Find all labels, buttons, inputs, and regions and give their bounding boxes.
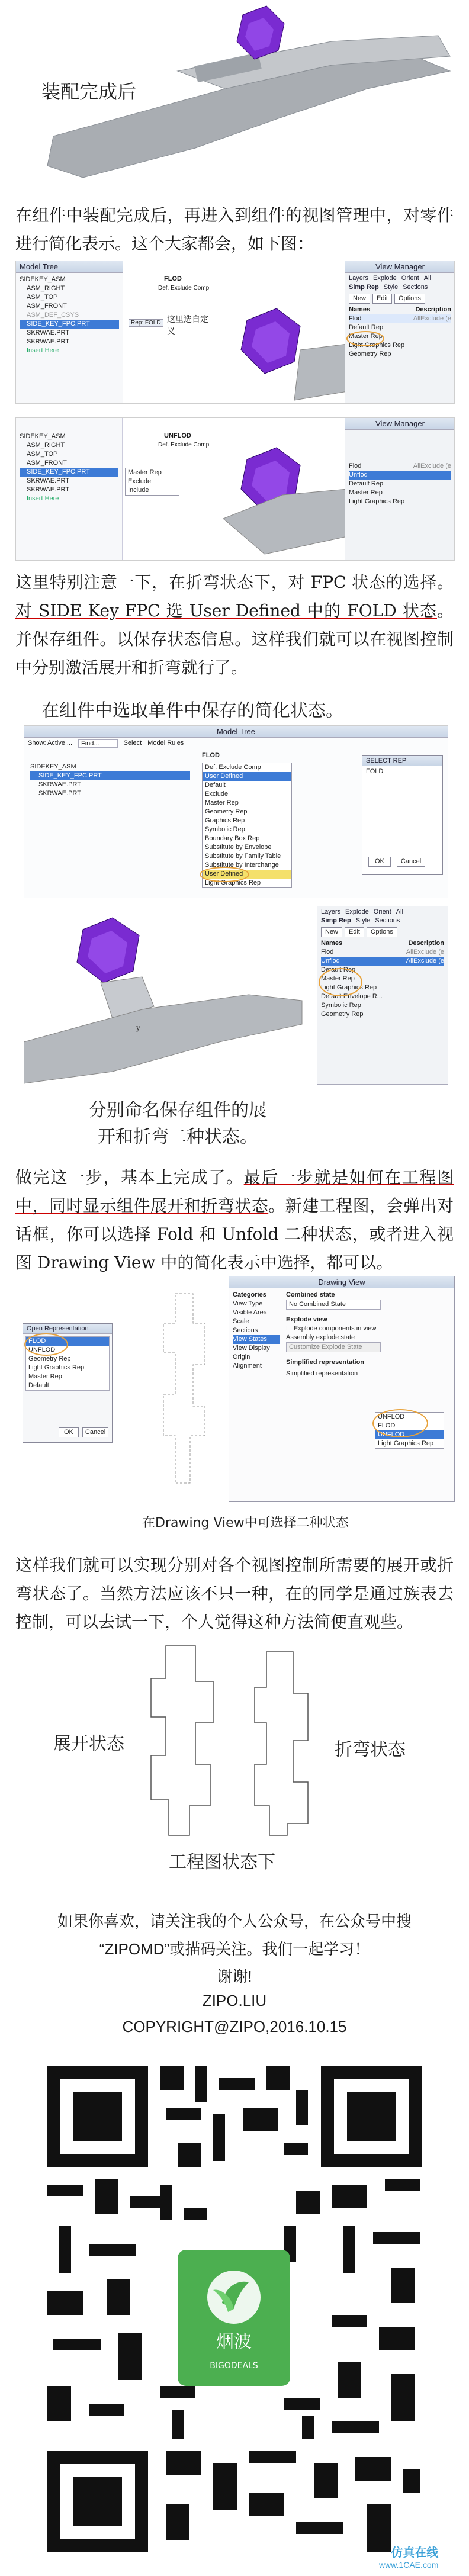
vm-row-desc: AllExclude (e — [406, 957, 444, 964]
tree-item-selected[interactable]: SIDE_KEY_FPC.PRT — [20, 320, 119, 329]
vm-tab-active[interactable]: Simp Rep — [349, 284, 379, 291]
para2-c: 。并保存组件。以保存状态信息。这样我们就可以在视图控制中分别激活展开和折弯就行了。 — [15, 601, 454, 677]
vm-tab[interactable]: Layers — [321, 908, 341, 915]
vm-tab[interactable]: Explode — [373, 275, 397, 282]
highlight-oval — [24, 1333, 68, 1356]
category-item[interactable]: Visible Area — [233, 1309, 267, 1316]
view-states-panel — [286, 1291, 449, 1447]
rep-item[interactable]: Substitute by Interchange — [205, 861, 279, 869]
screenshot-two-states — [24, 906, 447, 1095]
rep-column-sub: Def. Exclude Comp — [158, 442, 210, 448]
vm-row[interactable] — [349, 462, 451, 471]
rep-item[interactable]: Light Graphics Rep — [205, 879, 261, 886]
rep-column — [123, 261, 211, 403]
highlight-oval — [346, 331, 384, 346]
simp-option[interactable]: UNFLOD — [378, 1413, 405, 1420]
vm-row[interactable]: Master Rep — [321, 975, 355, 982]
vm-row[interactable]: Geometry Rep — [321, 1011, 364, 1018]
tree-item-insert[interactable]: Insert Here — [27, 495, 59, 502]
vm-tab[interactable]: All — [423, 275, 431, 282]
tree-item[interactable]: ASM_RIGHT — [27, 442, 65, 449]
tree-item[interactable]: SKRWAE.PRT — [27, 477, 69, 484]
drawing-preview — [140, 1288, 229, 1489]
find-input[interactable]: Find... — [78, 739, 118, 748]
cancel-button[interactable]: Cancel — [82, 1427, 108, 1437]
vm-row-selected[interactable] — [321, 957, 444, 966]
vm-tab[interactable]: Style — [383, 284, 399, 291]
vm-row-label: Flod — [349, 462, 362, 469]
qr-code — [36, 2054, 433, 2564]
open-rep-dialog — [23, 1323, 113, 1443]
asm-tree — [30, 763, 190, 798]
vm-tab[interactable]: Sections — [375, 917, 400, 924]
model-tree-title: Model Tree — [16, 261, 123, 273]
vm-row-selected[interactable]: Unflod — [349, 471, 451, 480]
new-button[interactable]: New — [321, 927, 342, 937]
drawing-view-dialog — [229, 1276, 455, 1502]
view-manager-panel-2 — [345, 418, 455, 560]
vm-tab[interactable]: Style — [355, 917, 371, 924]
category-item[interactable]: Sections — [233, 1327, 258, 1334]
caption-select: 在组件中选取单件中保存的简化状态。 — [41, 700, 343, 721]
vm-row[interactable]: Default Rep — [349, 324, 384, 331]
ok-button[interactable]: OK — [368, 857, 391, 867]
vm-row-flod[interactable] — [349, 314, 451, 323]
paragraph-drawing — [15, 1163, 454, 1277]
vm-row[interactable]: Light Graphics Rep — [349, 498, 405, 505]
footer-line-4: ZIPO.LIU — [202, 1992, 267, 2009]
customize-button[interactable]: Customize Explode State — [286, 1342, 381, 1352]
simp-rep-label: Simplified representation — [286, 1359, 365, 1366]
tree-item[interactable]: SKRWAE.PRT — [38, 781, 81, 788]
combined-select[interactable]: No Combined State — [286, 1300, 381, 1310]
tree-item-selected[interactable]: SIDE_KEY_FPC.PRT — [20, 468, 118, 477]
vm-row-label: Flod — [321, 948, 334, 956]
qr-code-svg — [36, 2054, 433, 2564]
category-item[interactable]: View Type — [233, 1300, 263, 1307]
menu-item[interactable]: Include — [128, 487, 149, 494]
vm-row-desc: AllExclude (e — [413, 315, 451, 322]
cancel-button[interactable]: Cancel — [397, 857, 425, 867]
model-tree-panel — [16, 261, 123, 403]
fold-outline — [255, 1652, 308, 1835]
para3-c: 。新建工程图，会弹出对话框，你可以选择 Fold 和 Unfold 二种状态，或者进入视图 Drawing View 中的简化表示中选择，都可以。 — [15, 1196, 454, 1272]
footer-line-5: COPYRIGHT@ZIPO,2016.10.15 — [122, 2018, 347, 2035]
open-rep-item[interactable]: Default — [28, 1382, 49, 1389]
rep-item[interactable]: Exclude — [205, 790, 229, 797]
para3-b: 最后一步就是如何在工程图中，同时显示组件展开和折弯状态 — [15, 1168, 454, 1215]
vm-row[interactable]: Master Rep — [349, 489, 383, 496]
vm-row-desc: AllExclude (e — [406, 948, 444, 956]
simp-option[interactable]: FLOD — [378, 1422, 396, 1429]
categories-label: Categories — [233, 1291, 266, 1298]
footer-line-3: 谢谢! — [217, 1967, 252, 1985]
category-item[interactable]: View Display — [233, 1345, 270, 1352]
fold-tag: Rep: FOLD — [129, 319, 163, 327]
watermark-title: 仿真在线 — [391, 2545, 439, 2559]
caption-assembled: 装配完成后 — [41, 81, 137, 103]
footer-line-2: “ZIPOMD”或描码关注。我们一起学习！ — [99, 1940, 370, 1958]
vm-row-label: Unflod — [321, 957, 340, 964]
tree-item[interactable]: SKRWAE.PRT — [38, 790, 81, 797]
vm-row[interactable] — [321, 948, 444, 957]
view-manager-panel — [345, 261, 455, 403]
unfold-3d-view — [211, 418, 348, 560]
view-manager-title: View Manager — [345, 261, 455, 273]
category-item-selected[interactable]: View States — [233, 1335, 280, 1344]
qr-logo-sub: BIGODEALS — [210, 2361, 258, 2371]
show-filter[interactable]: Show: Active|... — [28, 739, 73, 747]
vm-row[interactable]: Master Rep — [349, 333, 383, 340]
simp-rep-field-label: Simplified representation — [286, 1370, 358, 1377]
category-item[interactable]: Origin — [233, 1353, 250, 1361]
col-head: FLOD — [202, 752, 220, 759]
vm-row[interactable]: Default Rep — [321, 966, 356, 973]
open-rep-item[interactable]: Light Graphics Rep — [28, 1364, 85, 1371]
col-names: Names — [321, 940, 343, 947]
view-manager-panel-4 — [317, 906, 448, 1085]
vm-tab-active[interactable]: Simp Rep — [321, 917, 351, 924]
menu-item[interactable]: Exclude — [128, 478, 152, 485]
rep-column-sub: Def. Exclude Comp — [158, 285, 210, 291]
vm-row[interactable]: Default Envelope R... — [321, 993, 383, 1000]
drawing-view-title: Drawing View — [229, 1276, 454, 1288]
tree-item[interactable]: SKRWAE.PRT — [27, 329, 69, 336]
caption-drawing-view: 在Drawing View中可选择二种状态 — [142, 1516, 349, 1530]
highlight-oval — [319, 968, 362, 996]
para3-a: 做完这一步，基本上完成了。 — [15, 1168, 244, 1187]
tree-item[interactable]: ASM_TOP — [27, 451, 58, 458]
watermark-url: www.1CAE.com — [379, 2560, 439, 2569]
rep-item[interactable]: Boundary Box Rep — [205, 835, 260, 842]
watermark — [379, 2543, 438, 2569]
open-rep-item[interactable]: Geometry Rep — [28, 1355, 71, 1362]
para2-a: 这里特别注意一下，在折弯状态下，对 FPC 状态的选择。 — [15, 573, 454, 592]
qr-logo-text: 烟波 — [216, 2331, 252, 2352]
model-tree-title: Model Tree — [24, 726, 448, 738]
vm-tab[interactable]: Explode — [345, 908, 369, 915]
label-unfold: 展开状态 — [53, 1734, 124, 1754]
category-item[interactable]: Scale — [233, 1318, 249, 1325]
context-menu — [125, 468, 179, 496]
ok-button[interactable]: OK — [59, 1427, 79, 1437]
col-description: Description — [415, 306, 451, 313]
tree-item-insert[interactable]: Insert Here — [27, 347, 59, 354]
vm-row-desc: AllExclude (e — [413, 462, 451, 469]
caption-named-2: 开和折弯二种状态。 — [98, 1127, 258, 1147]
edit-button[interactable]: Edit — [372, 294, 392, 304]
vm-row[interactable]: Default Rep — [349, 480, 384, 487]
select-rep-dialog — [362, 755, 443, 875]
tree-item-selected[interactable]: SIDE_KEY_FPC.PRT — [30, 771, 190, 780]
category-item[interactable]: Alignment — [233, 1362, 262, 1369]
para2-b: 对 SIDE Key FPC 选 User Defined 中的 FOLD 状态 — [15, 601, 437, 620]
open-rep-title: Open Representation — [23, 1324, 112, 1334]
categories-list — [233, 1291, 280, 1371]
vm-row[interactable]: Light Graphics Rep — [321, 984, 377, 991]
rep-item[interactable]: Graphics Rep — [205, 817, 245, 824]
tree-item[interactable]: ASM_DEF_CSYS — [27, 311, 79, 319]
screenshot-drawing-view — [15, 1276, 454, 1504]
paragraph-summary: 这样我们就可以实现分别对各个视图控制所需要的展开或折弯状态了。当然方法应该不只一种，在的同学是通过族表去控制，可以去试一下，个人觉得这种方法简便直观些。 — [15, 1555, 454, 1632]
tree-item[interactable]: ASM_TOP — [27, 294, 58, 301]
select-menu[interactable]: Select — [123, 739, 142, 747]
rep-column-2 — [123, 418, 211, 560]
open-rep-item[interactable]: UNFLOD — [28, 1346, 56, 1353]
rep-item[interactable]: Substitute by Envelope — [205, 844, 272, 851]
edit-button[interactable]: Edit — [345, 927, 364, 937]
caption-named-1: 分别命名保存组件的展 — [89, 1100, 266, 1121]
rep-item[interactable]: Geometry Rep — [205, 808, 248, 815]
tree-item[interactable]: SIDEKEY_ASM — [30, 763, 76, 770]
options-button[interactable]: Options — [367, 927, 397, 937]
tree-item[interactable]: ASM_FRONT — [27, 303, 67, 310]
simp-option[interactable]: Light Graphics Rep — [378, 1440, 434, 1447]
vm-tab[interactable]: Sections — [403, 284, 428, 291]
checkbox-icon: ☐ — [286, 1325, 294, 1332]
tree-item[interactable]: SIDEKEY_ASM — [20, 276, 66, 283]
vm-tab[interactable]: Orient — [373, 908, 391, 915]
label-fold: 折弯状态 — [335, 1739, 406, 1760]
model-tree-panel-2 — [16, 418, 123, 560]
rep-item[interactable]: Substitute by Family Table — [205, 853, 281, 860]
axis-y-label: y — [136, 1024, 140, 1032]
paragraph-fpc-state — [15, 568, 454, 682]
label-drawing-state: 工程图状态下 — [169, 1852, 275, 1873]
open-rep-item[interactable]: FLOD — [26, 1337, 109, 1346]
explode-label: Explode view — [286, 1316, 327, 1323]
simp-option-selected[interactable]: UNFLOD — [375, 1430, 444, 1439]
rep-item[interactable]: Def. Exclude Comp — [205, 764, 261, 771]
highlight-oval — [372, 1409, 428, 1437]
unfold-outline — [151, 1646, 213, 1835]
new-button[interactable]: New — [349, 294, 370, 304]
dialog-title: SELECT REP — [362, 756, 442, 766]
vm-tab[interactable]: All — [396, 908, 403, 915]
col-names: Names — [349, 306, 371, 313]
rep-item[interactable]: Symbolic Rep — [205, 826, 245, 833]
view-manager-title: View Manager — [345, 418, 455, 430]
rep-item-selected[interactable]: User Defined — [203, 772, 291, 781]
screenshot-fold-setup — [15, 261, 455, 404]
vm-tab[interactable]: Orient — [401, 275, 419, 282]
vm-row[interactable]: Symbolic Rep — [321, 1002, 361, 1009]
tree-item[interactable]: SKRWAE.PRT — [27, 338, 69, 345]
vm-tab[interactable]: Layers — [349, 275, 369, 282]
model-rules-menu[interactable]: Model Rules — [147, 739, 184, 747]
tree-item[interactable]: ASM_FRONT — [27, 459, 67, 467]
annotation-note: 这里选自定义 — [167, 315, 208, 336]
col-description: Description — [408, 940, 444, 947]
screenshot-select-rep — [24, 725, 448, 898]
tree-item[interactable]: SKRWAE.PRT — [27, 486, 69, 493]
rep-item-user-defined[interactable]: User Defined — [203, 870, 291, 879]
rep-item[interactable]: Default — [205, 782, 226, 789]
two-states-render — [24, 906, 308, 1095]
tree-item[interactable]: ASM_RIGHT — [27, 285, 65, 292]
vm-row-label: Flod — [349, 315, 362, 322]
intro-paragraph: 在组件中装配完成后，再进入到组件的视图管理中，对零件进行简化表示。这个大家都会，如下图： — [15, 205, 454, 253]
assembly-state-label: Assembly explode state — [286, 1334, 355, 1341]
dialog-item[interactable]: FOLD — [366, 768, 384, 775]
footer-line-1: 如果你喜欢，请关注我的个人公众号，在公众号中搜 — [57, 1912, 412, 1930]
tree-item[interactable]: SIDEKEY_ASM — [20, 433, 66, 440]
combined-label: Combined state — [286, 1291, 335, 1298]
vm-row[interactable]: Geometry Rep — [349, 350, 391, 358]
explode-checkbox[interactable] — [286, 1324, 449, 1333]
rep-column-title: UNFLOD — [164, 432, 191, 439]
menu-item[interactable]: Master Rep — [128, 469, 162, 476]
fold-3d-view — [211, 261, 348, 403]
screenshot-unfold-setup — [15, 417, 455, 561]
rep-item[interactable]: Master Rep — [205, 799, 239, 806]
rep-column-title: FLOD — [164, 275, 182, 282]
highlight-oval — [200, 867, 249, 882]
options-button[interactable]: Options — [394, 294, 425, 304]
explode-option-label: Explode components in view — [293, 1325, 377, 1332]
vm-row[interactable]: Light Graphics Rep — [349, 342, 405, 349]
open-rep-item[interactable]: Master Rep — [28, 1373, 62, 1380]
